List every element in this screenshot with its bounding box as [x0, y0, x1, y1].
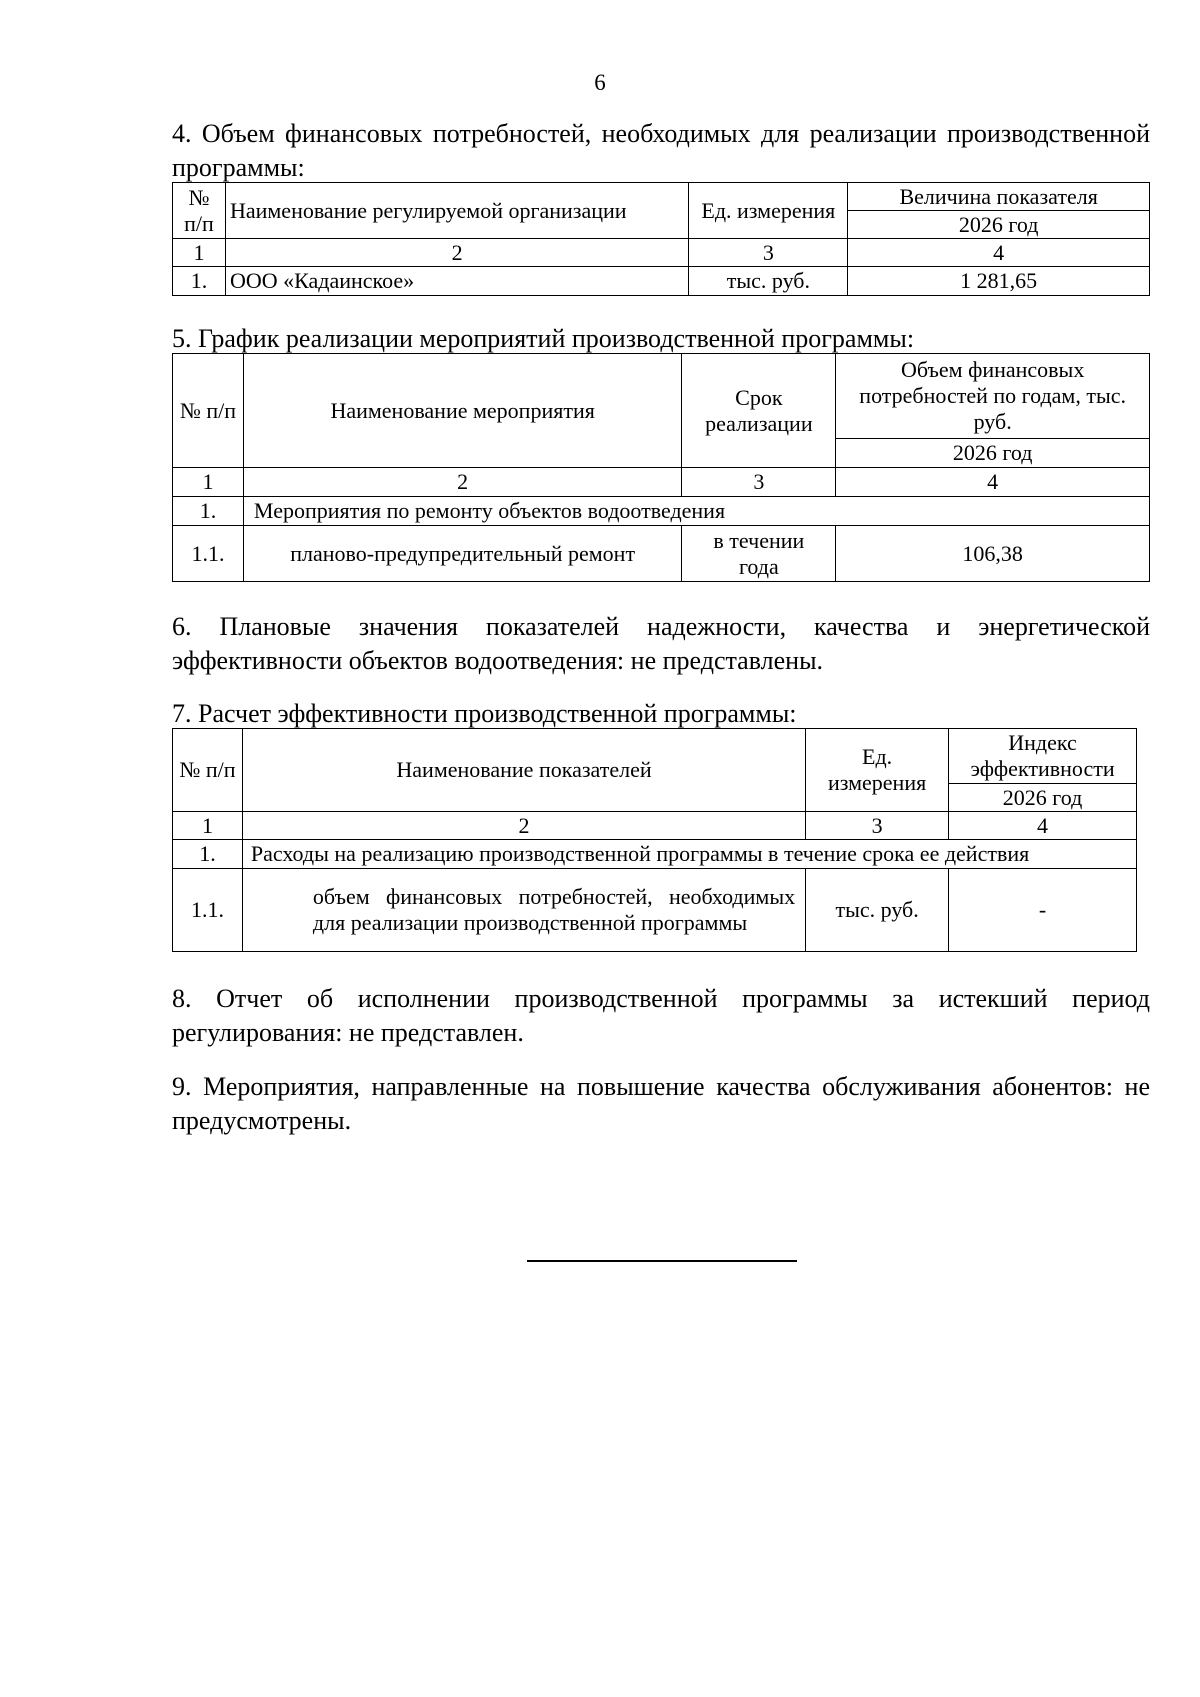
col-number: 3 — [682, 468, 836, 497]
group-title: Мероприятия по ремонту объектов водоотведения — [243, 497, 1149, 526]
section-9-text: 9. Мероприятия, направленные на повышение качества обслуживания абонентов: не предусмотрены. — [172, 1072, 1150, 1135]
section-4-heading: 4. Объем финансовых потребностей, необходимых для реализации производственной программы: — [172, 119, 1150, 182]
financial-needs-table — [172, 182, 1150, 296]
schedule-table — [172, 353, 1150, 582]
header-num: № п/п — [173, 354, 244, 468]
group-row — [173, 497, 1150, 526]
row-indicator-name: объем финансовых потребностей, необходимых для реализации производственной программы — [242, 869, 805, 952]
group-num: 1. — [173, 840, 243, 869]
row-value: - — [949, 869, 1137, 952]
closing-rule — [527, 1260, 797, 1262]
row-num: 1. — [173, 267, 226, 296]
col-number: 1 — [173, 468, 244, 497]
section-6-text: 6. Плановые значения показателей надежности, качества и энергетической эффективности объектов водоотведения: не представлены. — [172, 612, 1150, 675]
header-finance: Объем финансовых потребностей по годам, тыс. руб. — [836, 354, 1150, 439]
col-number: 4 — [836, 468, 1150, 497]
group-row — [173, 840, 1137, 869]
col-number: 1 — [173, 239, 226, 267]
table-row — [173, 526, 1150, 582]
section-5-heading: 5. График реализации мероприятий производственной программы: — [172, 324, 915, 353]
header-year: 2026 год — [949, 784, 1137, 812]
col-number: 2 — [243, 468, 681, 497]
header-term: Срок реализации — [682, 354, 836, 468]
header-num: № п/п — [173, 729, 243, 812]
col-number: 4 — [949, 812, 1137, 840]
section-7-heading: 7. Расчет эффективности производственной программы: — [172, 699, 797, 728]
header-year: 2026 год — [836, 439, 1150, 468]
header-value: Величина показателя — [848, 183, 1150, 211]
header-org-name: Наименование регулируемой организации — [225, 183, 688, 239]
header-num: № п/п — [173, 183, 226, 239]
col-number: 3 — [689, 239, 848, 267]
section-8-text: 8. Отчет об исполнении производственной программы за истекший период регулирования: не представлен. — [172, 984, 1150, 1047]
header-event-name: Наименование мероприятия — [243, 354, 681, 468]
header-year: 2026 год — [848, 211, 1150, 239]
row-org-name: ООО «Кадаинское» — [225, 267, 688, 296]
header-unit: Ед. измерения — [806, 729, 949, 812]
row-event-name: планово-предупредительный ремонт — [243, 526, 681, 582]
header-indicator-name: Наименование показателей — [242, 729, 805, 812]
row-unit: тыс. руб. — [806, 869, 949, 952]
page-number: 6 — [594, 70, 606, 95]
row-value: 106,38 — [836, 526, 1150, 582]
col-number: 2 — [225, 239, 688, 267]
row-unit: тыс. руб. — [689, 267, 848, 296]
header-unit: Ед. измерения — [689, 183, 848, 239]
group-title: Расходы на реализацию производственной программы в течение срока ее действия — [242, 840, 1136, 869]
row-num: 1.1. — [173, 869, 243, 952]
table-row — [173, 869, 1137, 952]
header-index: Индекс эффективности — [949, 729, 1137, 784]
efficiency-table — [172, 728, 1137, 952]
table-row — [173, 267, 1150, 296]
row-term: в течении года — [682, 526, 836, 582]
group-num: 1. — [173, 497, 244, 526]
row-num: 1.1. — [173, 526, 244, 582]
col-number: 3 — [806, 812, 949, 840]
row-value: 1 281,65 — [848, 267, 1150, 296]
col-number: 1 — [173, 812, 243, 840]
col-number: 2 — [242, 812, 805, 840]
col-number: 4 — [848, 239, 1150, 267]
